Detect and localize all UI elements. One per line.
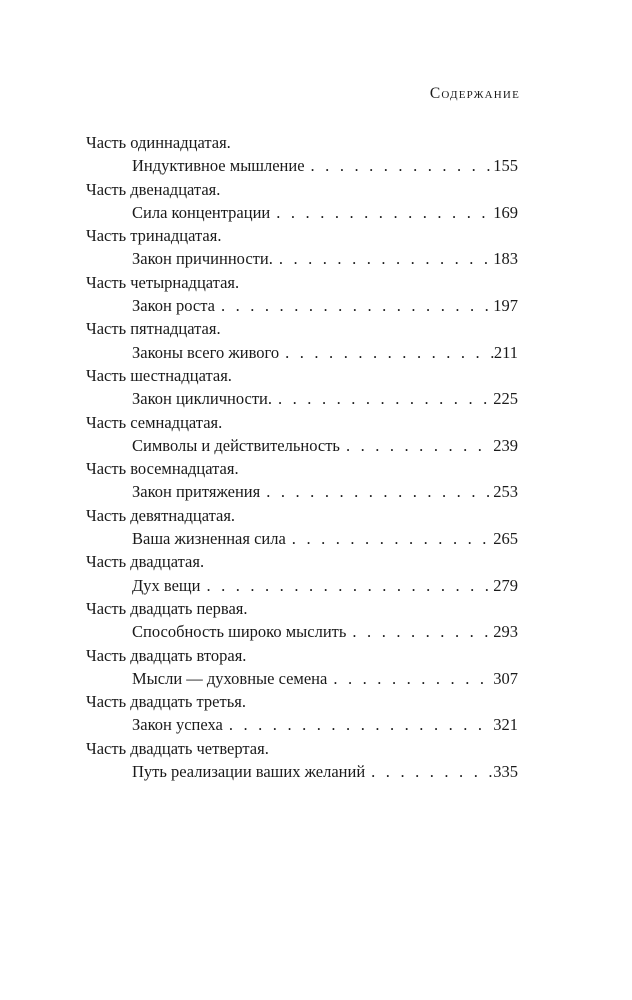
chapter-title: Дух вещи xyxy=(132,575,201,595)
chapter-title: Законы всего живого xyxy=(132,342,280,362)
chapter-line[interactable] xyxy=(86,527,518,550)
chapter-title: Сила концентрации xyxy=(132,202,271,222)
chapter-title: Ваша жизненная сила xyxy=(132,529,286,549)
part-label: Часть одиннадцатая. xyxy=(86,133,231,152)
chapter-line[interactable] xyxy=(86,294,518,317)
chapter-line[interactable] xyxy=(86,387,518,410)
toc-entry xyxy=(86,411,518,458)
chapter-title: Способность широко мыслить xyxy=(132,622,347,642)
page-number: 225 xyxy=(493,389,518,409)
part-label: Часть шестнадцатая. xyxy=(86,365,232,385)
dot-leader xyxy=(223,713,493,736)
dot-leader xyxy=(340,434,493,457)
chapter-line[interactable] xyxy=(86,620,518,643)
chapter-line[interactable] xyxy=(86,341,518,364)
running-head: Содержание xyxy=(429,85,520,102)
chapter-line[interactable] xyxy=(86,480,518,503)
toc-entry xyxy=(86,597,518,644)
chapter-title: Закон цикличности. xyxy=(132,389,272,409)
chapter-line[interactable] xyxy=(86,154,518,177)
chapter-title: Закон причинности. xyxy=(132,249,273,269)
dot-leader xyxy=(286,527,493,550)
toc-entry xyxy=(86,457,518,504)
toc-entry xyxy=(86,131,518,178)
part-label: Часть пятнадцатая. xyxy=(86,319,221,339)
page-number: 183 xyxy=(493,249,518,269)
part-label: Часть двадцать вторая. xyxy=(86,645,247,665)
part-label: Часть двадцать третья. xyxy=(86,692,246,712)
chapter-line[interactable] xyxy=(86,713,518,736)
page-number: 265 xyxy=(493,529,518,549)
page-number: 211 xyxy=(493,342,518,362)
toc-entry xyxy=(86,737,518,784)
chapter-title: Индуктивное мышление xyxy=(132,156,305,176)
part-label: Часть двадцатая. xyxy=(86,552,205,572)
part-label: Часть двенадцатая. xyxy=(86,179,221,199)
dot-leader xyxy=(327,667,493,690)
chapter-title: Путь реализации ваших желаний xyxy=(132,762,366,782)
dot-leader xyxy=(272,387,493,410)
page-number: 197 xyxy=(493,296,518,316)
chapter-line[interactable] xyxy=(86,760,518,783)
chapter-title: Символы и действительность xyxy=(132,435,340,455)
page-number: 279 xyxy=(493,575,518,595)
toc-entry xyxy=(86,178,518,225)
dot-leader xyxy=(365,760,493,783)
dot-leader xyxy=(215,294,493,317)
toc-entry xyxy=(86,224,518,271)
part-label: Часть двадцать четвертая. xyxy=(86,738,269,758)
page-number: 335 xyxy=(493,762,518,782)
toc-entry xyxy=(86,317,518,364)
chapter-title: Закон успеха xyxy=(132,715,223,735)
dot-leader xyxy=(260,480,493,503)
dot-leader xyxy=(273,247,493,270)
toc-entry xyxy=(86,364,518,411)
chapter-line[interactable] xyxy=(86,434,518,457)
chapter-line[interactable] xyxy=(86,247,518,270)
toc-entry xyxy=(86,550,518,597)
dot-leader xyxy=(270,201,493,224)
chapter-line[interactable] xyxy=(86,574,518,597)
part-label: Часть восемнадцатая. xyxy=(86,459,239,479)
page-number: 169 xyxy=(493,202,518,222)
part-label: Часть девятнадцатая. xyxy=(86,505,236,525)
chapter-line[interactable] xyxy=(86,667,518,690)
page-number: 239 xyxy=(493,435,518,455)
toc-entry xyxy=(86,271,518,318)
part-label: Часть тринадцатая. xyxy=(86,226,222,246)
dot-leader xyxy=(346,620,493,643)
table-of-contents xyxy=(86,131,518,783)
chapter-title: Закон притяжения xyxy=(132,482,261,502)
dot-leader xyxy=(200,574,493,597)
page-number: 293 xyxy=(493,622,518,642)
dot-leader xyxy=(279,341,494,364)
part-label: Часть двадцать первая. xyxy=(86,598,248,618)
chapter-title: Мысли — духовные семена xyxy=(132,668,328,688)
toc-entry xyxy=(86,690,518,737)
part-label: Часть семнадцатая. xyxy=(86,412,223,432)
part-label: Часть четырнадцатая. xyxy=(86,272,240,292)
toc-entry xyxy=(86,644,518,691)
dot-leader xyxy=(305,154,494,177)
toc-entry xyxy=(86,504,518,551)
page-number: 321 xyxy=(493,715,518,735)
page-number: 253 xyxy=(493,482,518,502)
page-number: 155 xyxy=(493,156,518,176)
chapter-line[interactable] xyxy=(86,201,518,224)
page-number: 307 xyxy=(493,668,518,688)
chapter-title: Закон роста xyxy=(132,296,215,316)
